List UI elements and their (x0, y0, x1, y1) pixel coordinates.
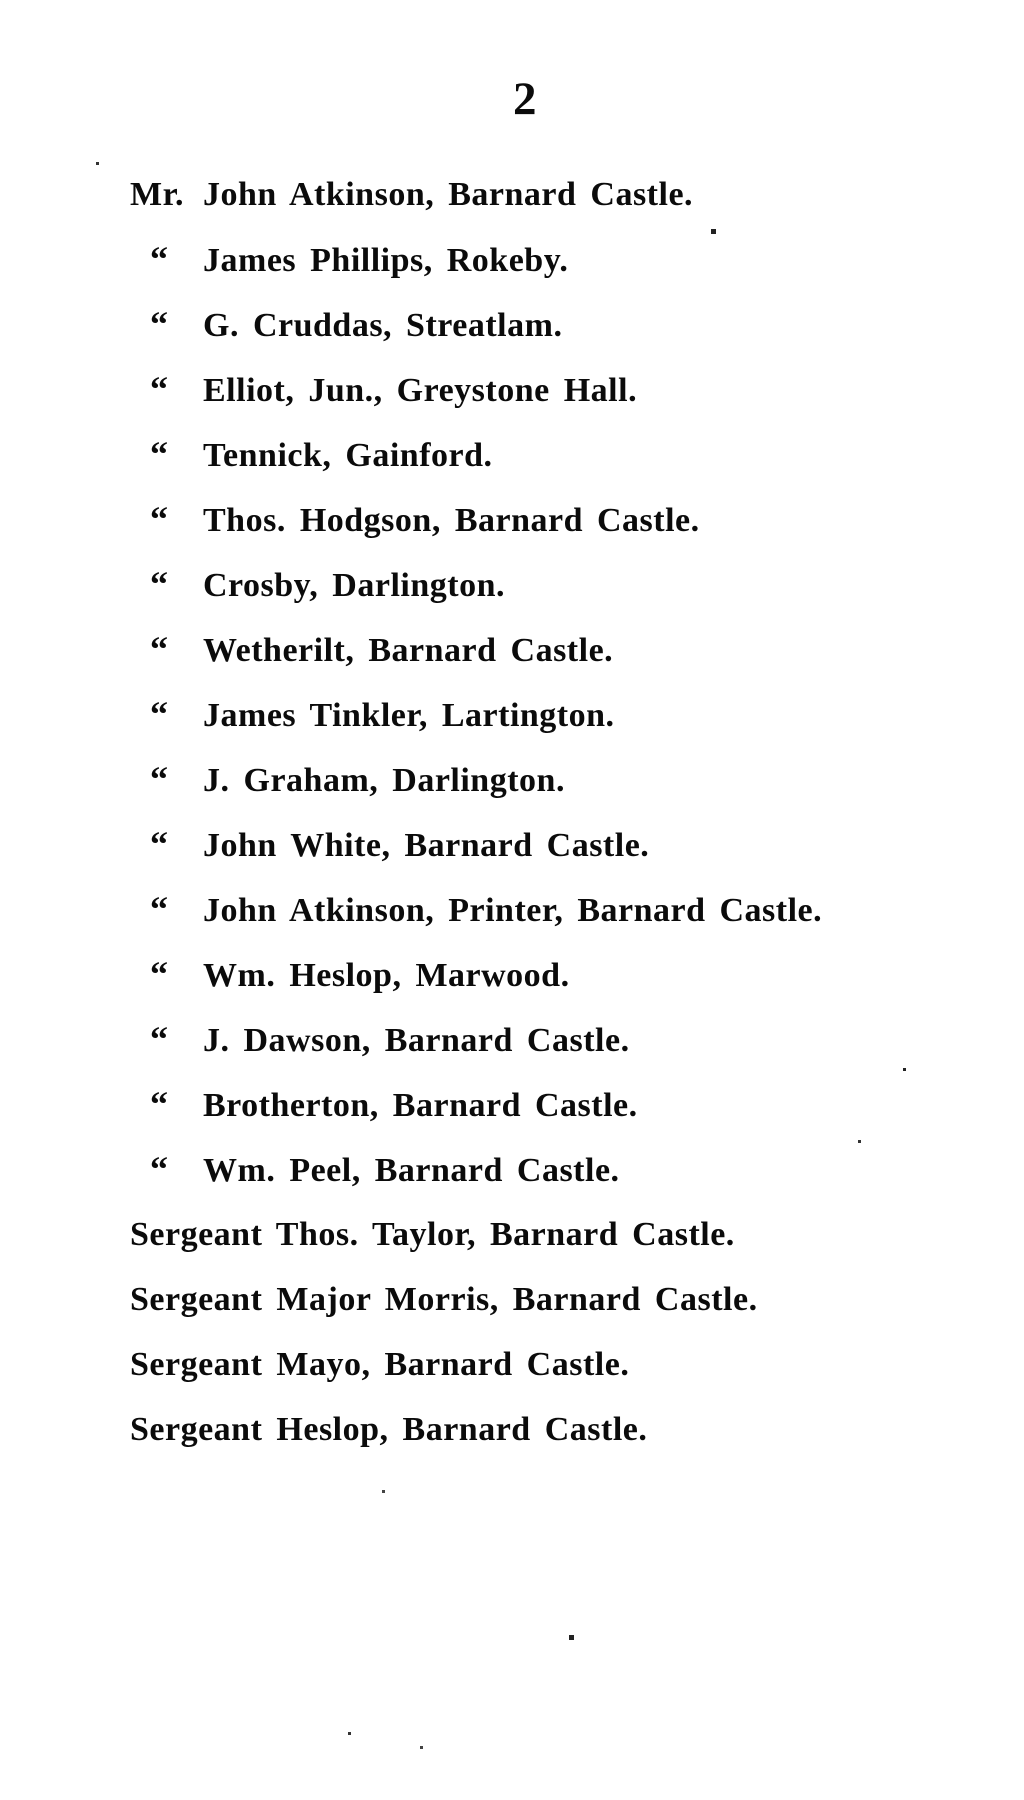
list-item (0, 422, 1024, 487)
scan-noise-specks (0, 0, 3, 3)
list-item (0, 747, 1024, 812)
list-item (0, 227, 1024, 292)
list-item (0, 1267, 1024, 1332)
entry-name: James Tinkler, Lartington. (203, 697, 615, 734)
entry-lead: “ (150, 954, 169, 994)
entry-lead: “ (150, 239, 169, 279)
entry-lead: “ (150, 1019, 169, 1059)
list-item (0, 1332, 1024, 1397)
list-item (0, 682, 1024, 747)
entry-lead: “ (150, 1149, 169, 1189)
list-item (0, 942, 1024, 1007)
entry-name: Sergeant Heslop, Barnard Castle. (130, 1411, 648, 1448)
entry-name: Sergeant Mayo, Barnard Castle. (130, 1346, 630, 1383)
entry-name: Wetherilt, Barnard Castle. (203, 632, 614, 669)
entry-name: James Phillips, Rokeby. (203, 242, 569, 279)
page-number: 2 (513, 73, 538, 125)
entry-lead: “ (150, 369, 169, 409)
list-item (0, 1007, 1024, 1072)
entry-lead: “ (150, 434, 169, 474)
entry-lead: “ (150, 759, 169, 799)
entry-lead: Mr. (130, 176, 185, 213)
list-item (0, 292, 1024, 357)
list-item (0, 1072, 1024, 1137)
entry-name: Thos. Hodgson, Barnard Castle. (203, 502, 700, 539)
list-item (0, 1137, 1024, 1202)
entry-name: John Atkinson, Printer, Barnard Castle. (203, 892, 823, 929)
entry-lead: “ (150, 629, 169, 669)
entry-name: G. Cruddas, Streatlam. (203, 307, 563, 344)
list-item (0, 877, 1024, 942)
entry-lead: “ (150, 304, 169, 344)
entry-lead: “ (150, 1084, 169, 1124)
entry-name: Sergeant Thos. Taylor, Barnard Castle. (130, 1216, 735, 1253)
entry-lead: “ (150, 889, 169, 929)
entry-name: Sergeant Major Morris, Barnard Castle. (130, 1281, 758, 1318)
list-item (0, 487, 1024, 552)
list-item (0, 1397, 1024, 1462)
entry-name: Elliot, Jun., Greystone Hall. (203, 372, 638, 409)
list-item (0, 617, 1024, 682)
list-item (0, 552, 1024, 617)
entry-name: Crosby, Darlington. (203, 567, 505, 604)
entry-lead: “ (150, 564, 169, 604)
entry-lead: “ (150, 824, 169, 864)
entry-lead: “ (150, 499, 169, 539)
entry-name: Wm. Heslop, Marwood. (203, 957, 570, 994)
list-item (0, 162, 1024, 227)
list-item (0, 357, 1024, 422)
entry-name: J. Dawson, Barnard Castle. (203, 1022, 630, 1059)
entry-name: Tennick, Gainford. (203, 437, 493, 474)
entry-name: Wm. Peel, Barnard Castle. (203, 1152, 620, 1189)
entry-name: J. Graham, Darlington. (203, 762, 565, 799)
attendee-list (0, 162, 1024, 1462)
entry-name: John White, Barnard Castle. (203, 827, 650, 864)
list-item (0, 1202, 1024, 1267)
entry-lead: “ (150, 694, 169, 734)
entry-name: Brotherton, Barnard Castle. (203, 1087, 638, 1124)
entry-name: John Atkinson, Barnard Castle. (203, 176, 694, 213)
list-item (0, 812, 1024, 877)
